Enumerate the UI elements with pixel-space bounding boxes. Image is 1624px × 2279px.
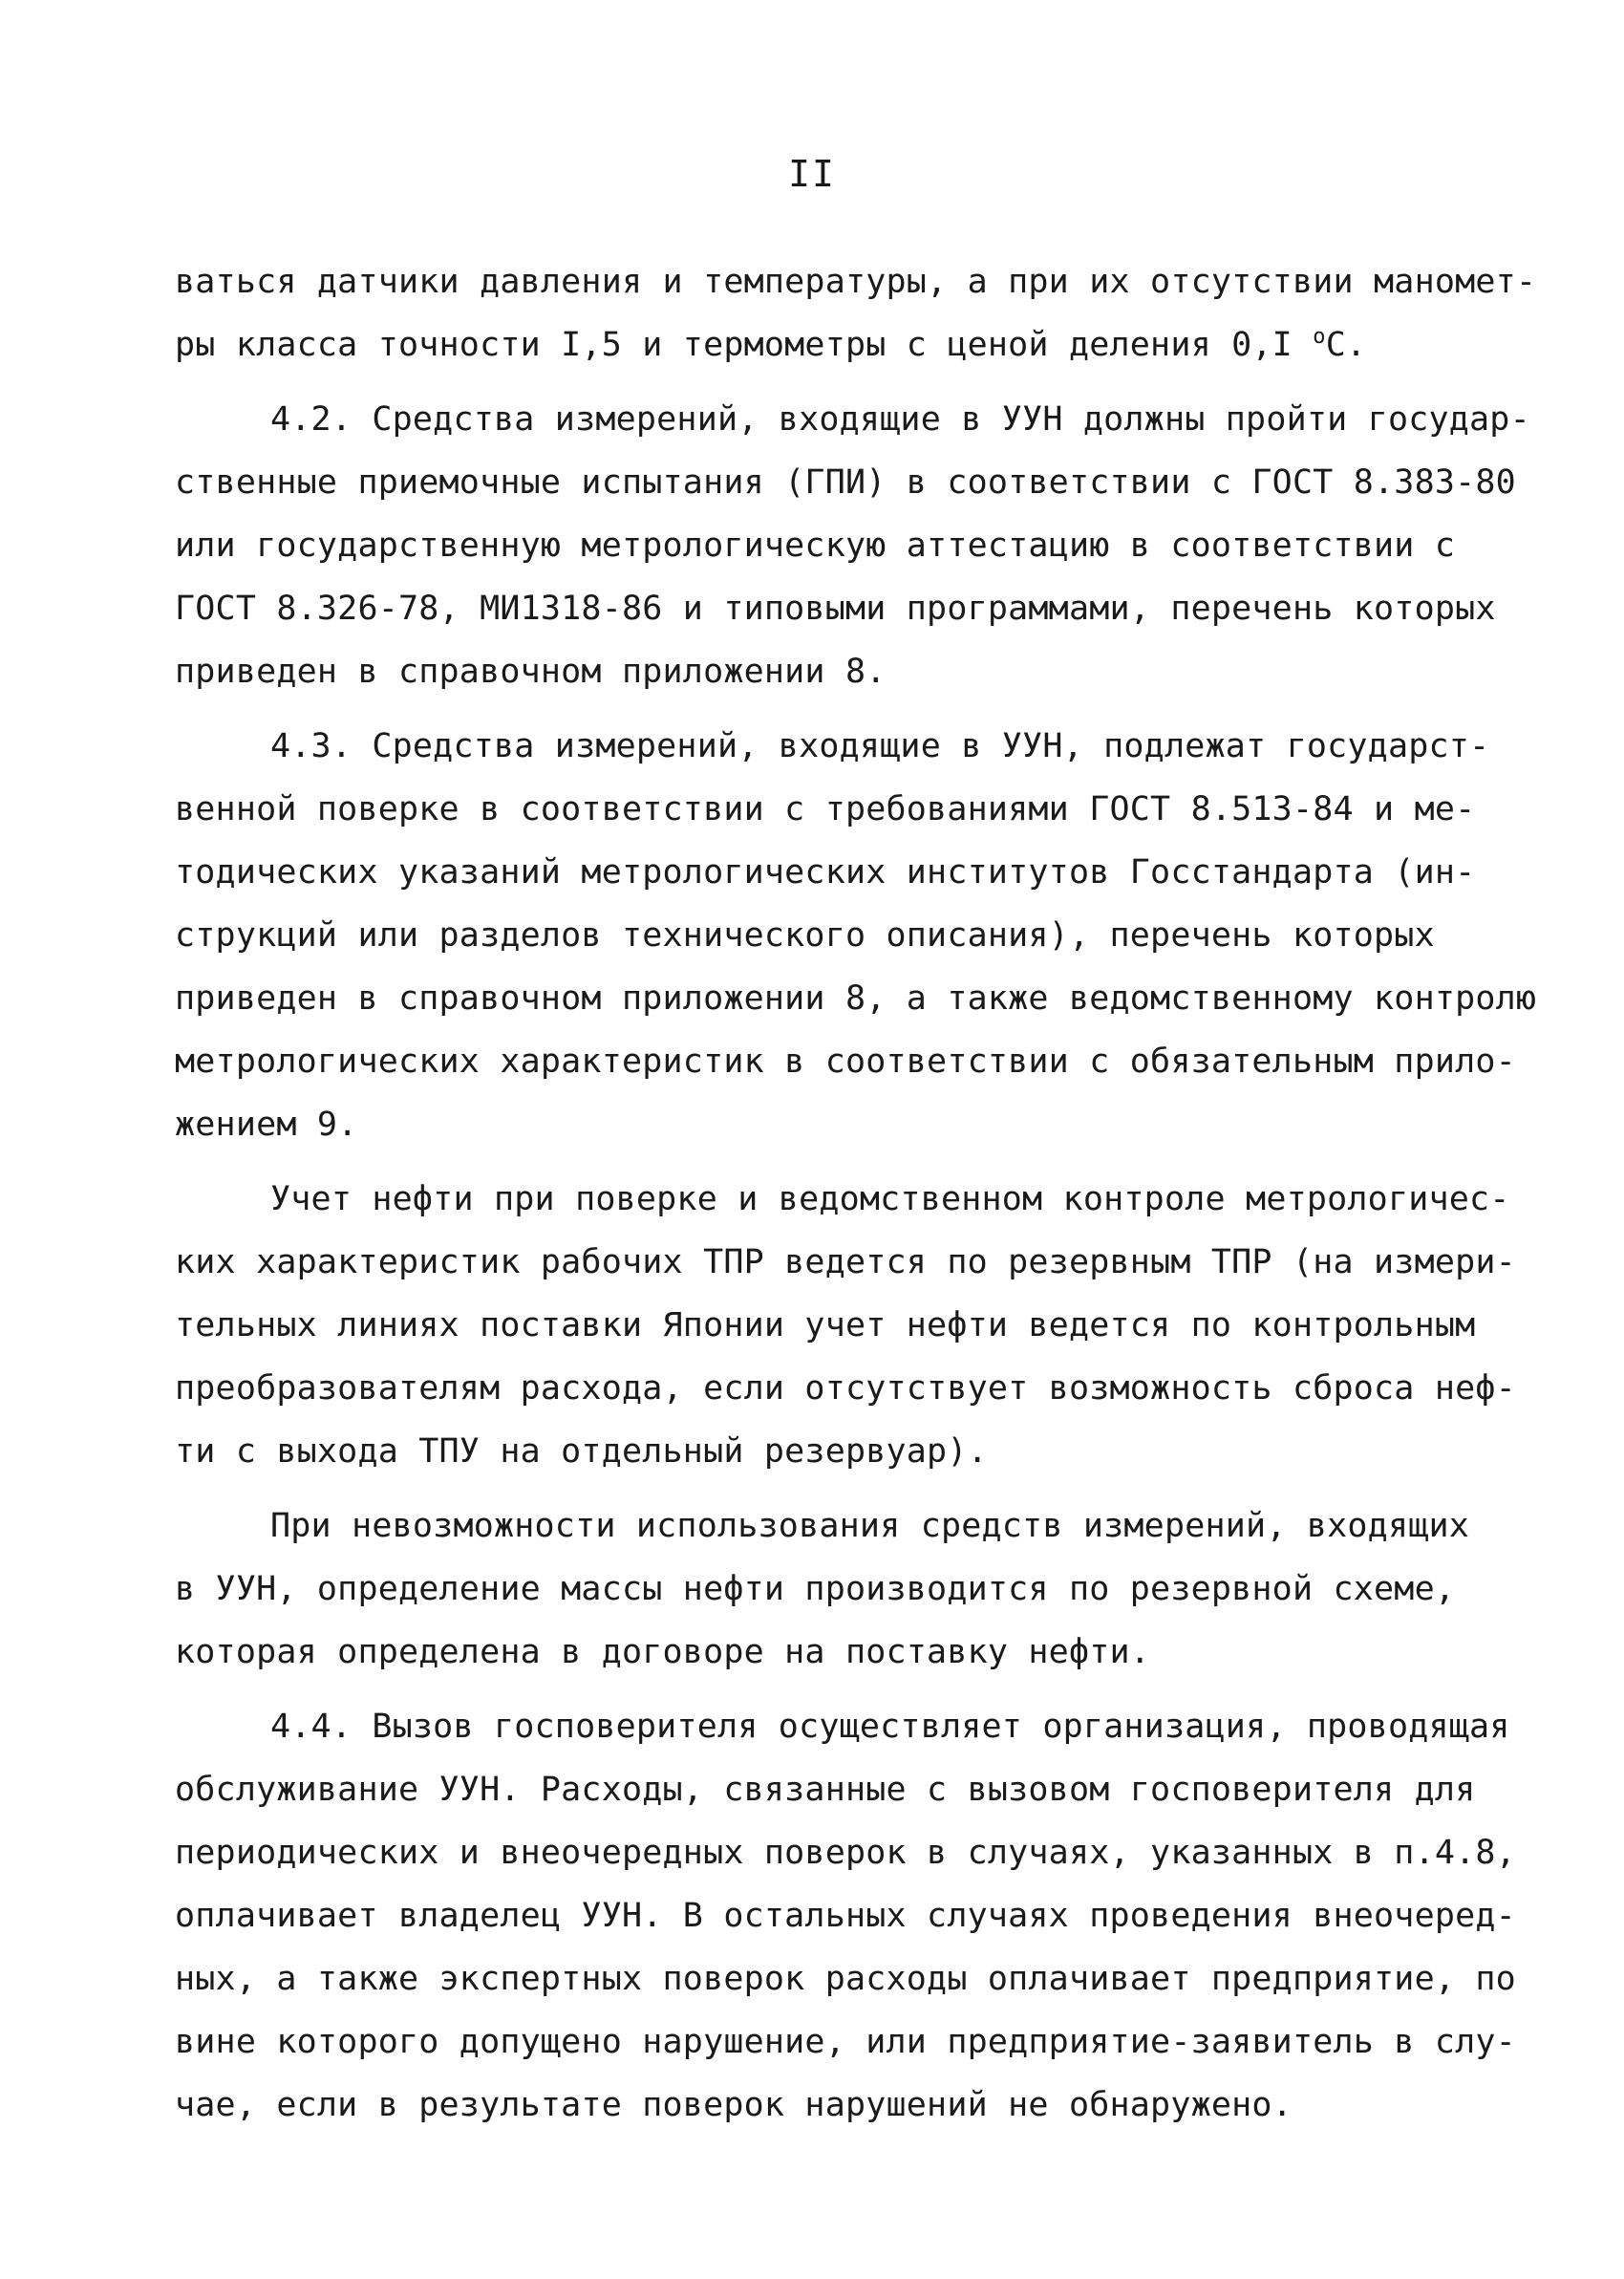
paragraph-start-backup-scheme: При невозможности использования средств измерений, входящих	[270, 1507, 1470, 1545]
degree-sign: о	[1313, 325, 1326, 349]
paragraph-start-4-4: 4.4. Вызов госповерителя осуществляет организация, проводящая	[270, 1708, 1510, 1746]
text-line: или государственную метрологическую аттестацию в соответствии с	[175, 527, 1456, 565]
text-line: чае, если в результате поверок нарушений не обнаружено.	[175, 2086, 1293, 2124]
paragraph-start-4-2: 4.2. Средства измерений, входящие в УУН должны пройти государ-	[270, 400, 1530, 439]
text-line: ких характеристик рабочих ТПР ведется по резервным ТПР (на измери-	[175, 1243, 1516, 1281]
text-line: в УУН, определение массы нефти производится по резервной схеме,	[175, 1570, 1456, 1608]
text-line: ственные приемочные испытания (ГПИ) в соответствии с ГОСТ 8.383-80	[175, 463, 1516, 502]
text-line: приведен в справочном приложении 8, а также ведомственному контролю	[175, 979, 1537, 1018]
text-line: тельных линиях поставки Японии учет нефти ведется по контрольным	[175, 1306, 1476, 1344]
text-line: которая определена в договоре на поставку нефти.	[175, 1633, 1151, 1671]
text-line: оплачивает владелец УУН. В остальных случаях проведения внеочеред-	[175, 1897, 1516, 1935]
text-line: тодических указаний метрологических институтов Госстандарта (ин-	[175, 853, 1476, 892]
text-line: периодических и внеочередных поверок в случаях, указанных в п.4.8,	[175, 1834, 1516, 1872]
text-line: венной поверке в соответствии с требованиями ГОСТ 8.513-84 и ме-	[175, 790, 1476, 828]
degree-unit: С.	[1325, 326, 1367, 364]
page-number: II	[788, 153, 836, 195]
text-line: обслуживание УУН. Расходы, связанные с вызовом госповерителя для	[175, 1771, 1476, 1809]
text-line	[175, 313, 1464, 376]
body-text	[175, 250, 1537, 2137]
text-line: вине которого допущено нарушение, или предприятие-заявитель в слу-	[175, 2023, 1516, 2061]
text-line: струкций или разделов технического описания), перечень которых	[175, 916, 1435, 955]
text-line: ваться датчики давления и температуры, а при их отсутствии маномет-	[175, 263, 1537, 301]
text-line: ГОСТ 8.326-78, МИ1318-86 и типовыми программами, перечень которых	[175, 590, 1496, 628]
text-line: жением 9.	[175, 1106, 358, 1144]
text-line: преобразователям расхода, если отсутствует возможность сброса неф-	[175, 1369, 1516, 1408]
text-line: ных, а также экспертных поверок расходы оплачивает предприятие, по	[175, 1960, 1516, 1998]
paragraph-start-oil-accounting: Учет нефти при поверке и ведомственном контроле метрологичес-	[270, 1180, 1510, 1218]
text-line: приведен в справочном приложении 8.	[175, 653, 887, 691]
text-line-fragment: ры класса точности I,5 и термометры с ценой деления 0,I	[175, 326, 1314, 364]
text-line: метрологических характеристик в соответствии с обязательным прило-	[175, 1043, 1516, 1081]
text-line: ти с выхода ТПУ на отдельный резервуар).	[175, 1432, 988, 1471]
paragraph-start-4-3: 4.3. Средства измерений, входящие в УУН, подлежат государст-	[270, 727, 1490, 765]
